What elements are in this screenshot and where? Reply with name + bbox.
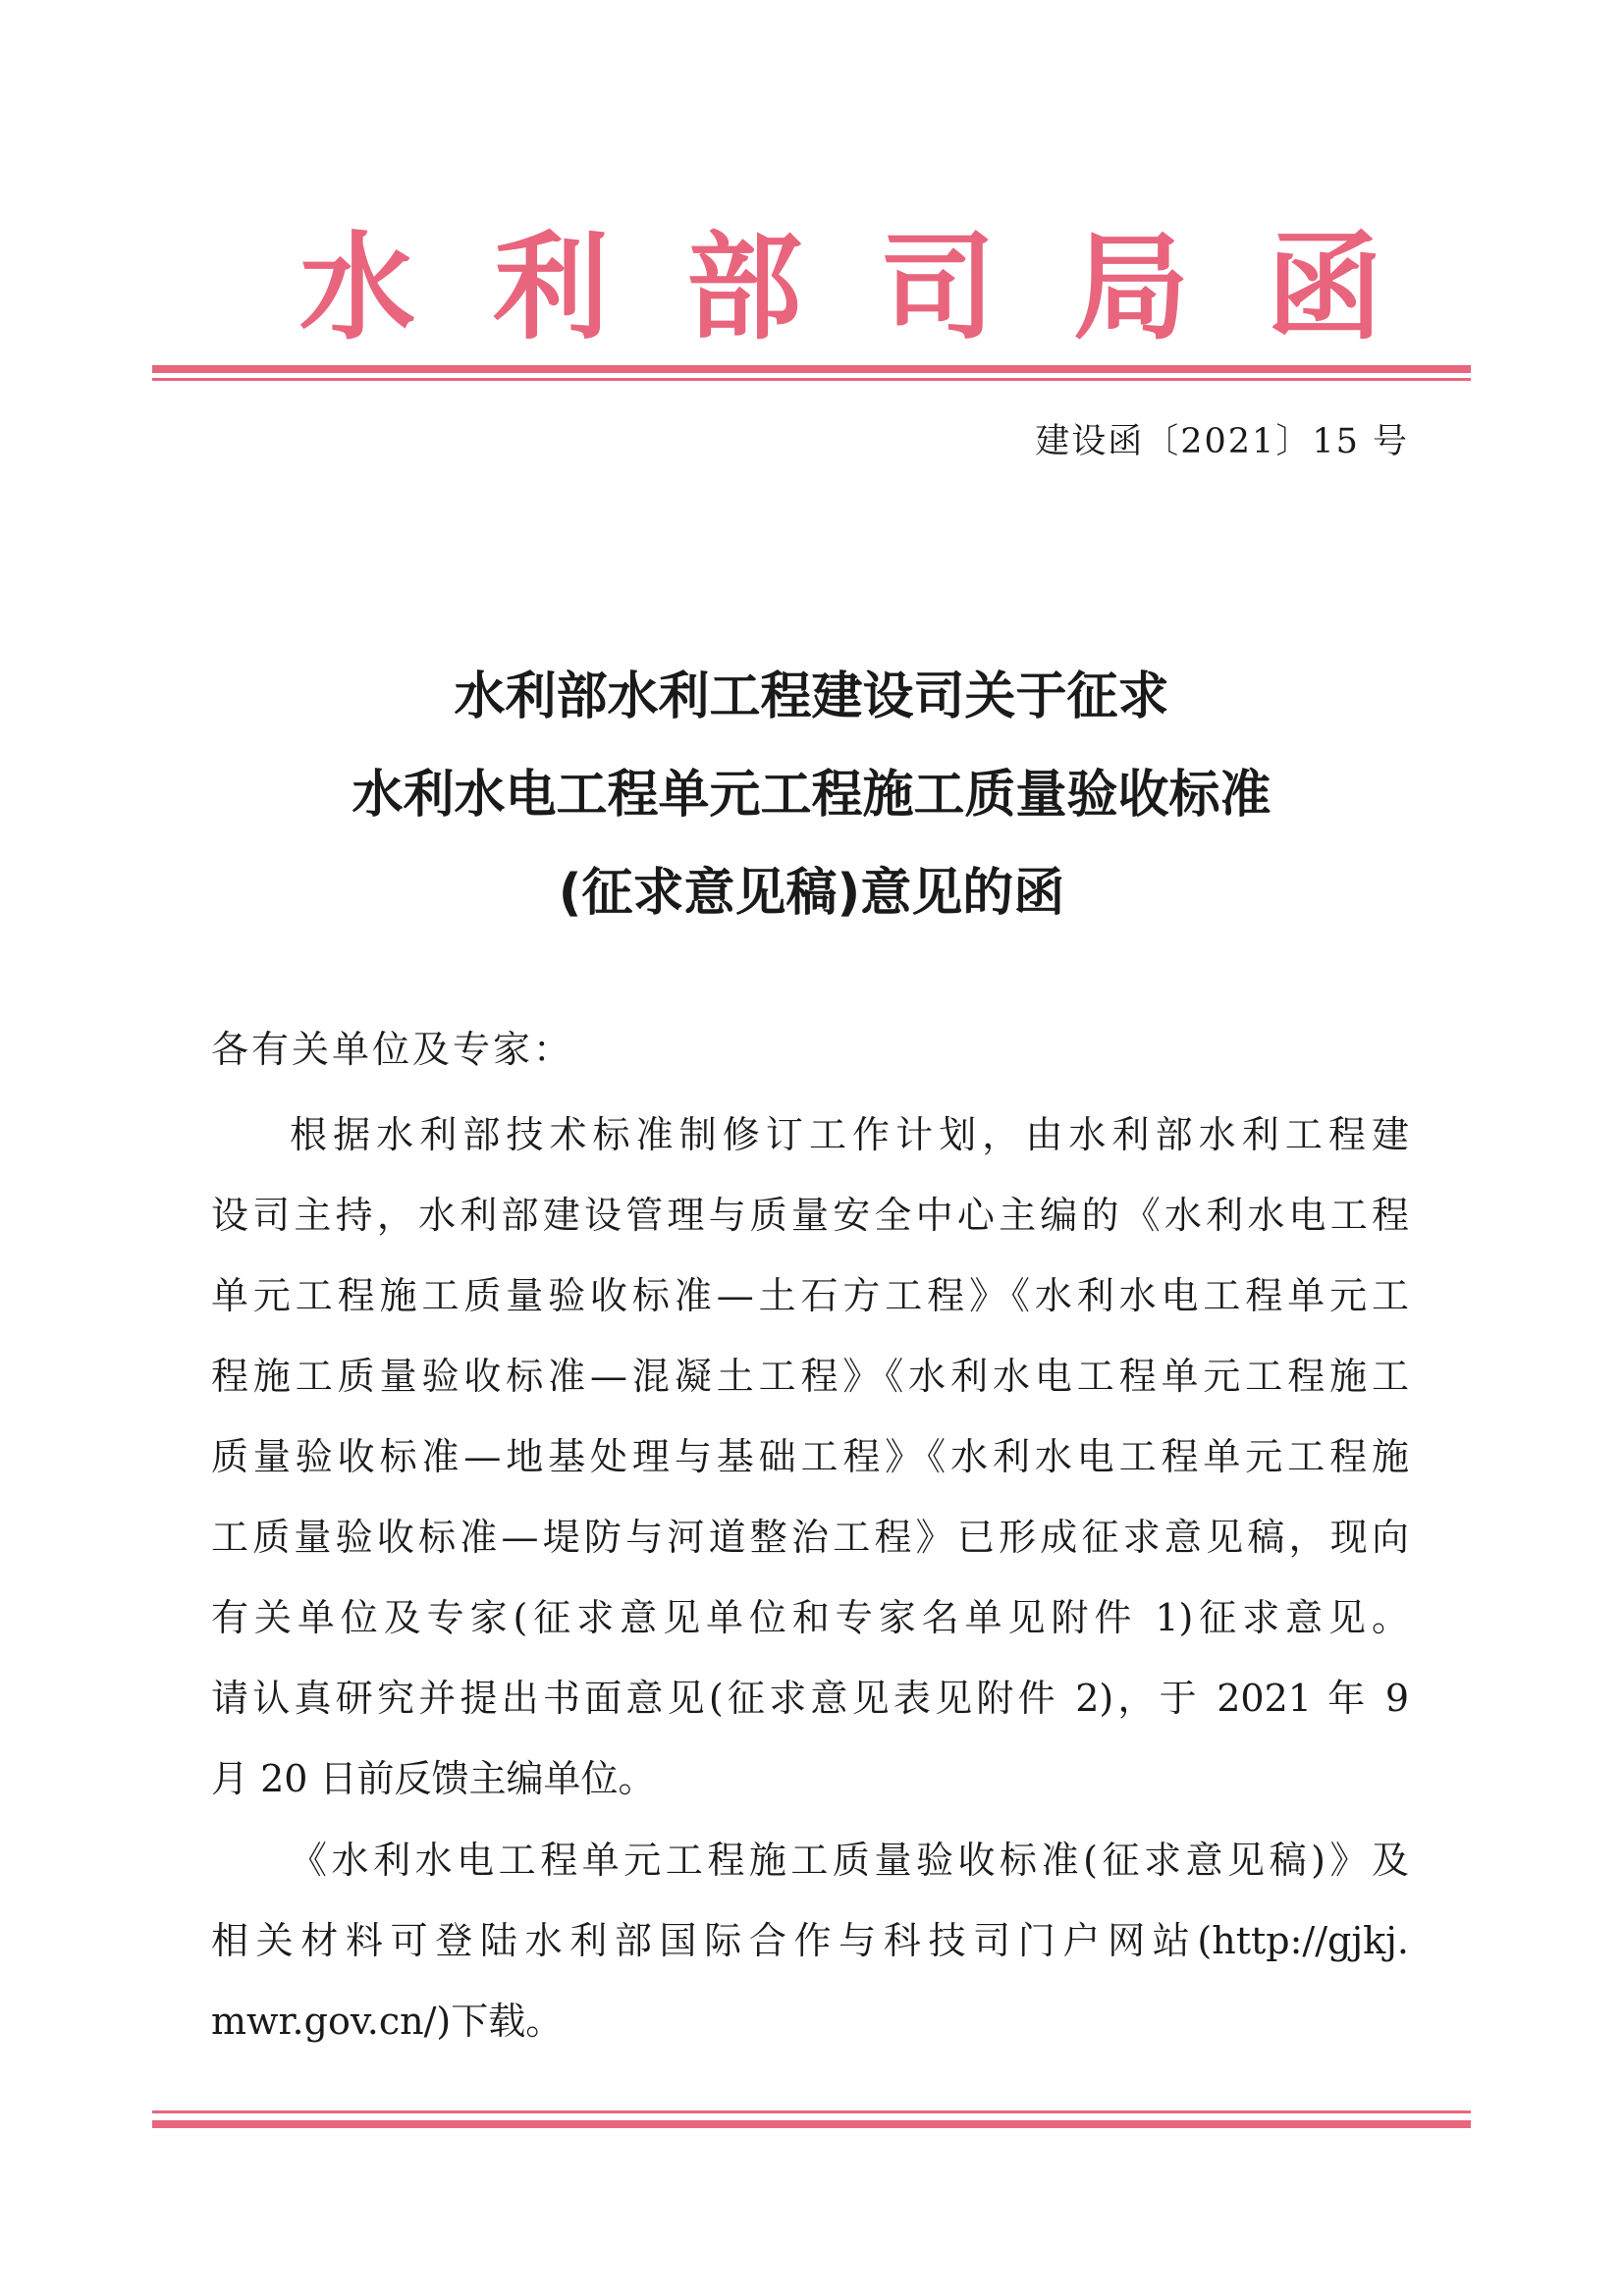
- document-title: [0, 648, 1623, 942]
- letterhead-rule-thin: [152, 378, 1471, 381]
- letterhead-title: [152, 214, 1471, 361]
- letterhead-char: 司: [879, 220, 996, 355]
- paragraph-line: 质量验收标准—地基处理与基础工程》《水利水电工程单元工程施: [211, 1435, 1409, 1478]
- paragraph-line: 有关单位及专家(征求意见单位和专家名单见附件 1)征求意见。: [211, 1596, 1409, 1639]
- paragraph-line: 设司主持，水利部建设管理与质量安全中心主编的《水利水电工程: [211, 1194, 1409, 1237]
- paragraph-line: 月 20 日前反馈主编单位。: [211, 1757, 656, 1800]
- footer-rule-thick: [152, 2120, 1471, 2128]
- salutation: 各有关单位及专家：: [211, 1028, 574, 1071]
- letterhead-char: 局: [1072, 220, 1189, 355]
- paragraph-line: 程施工质量验收标准—混凝土工程》《水利水电工程单元工程施工: [211, 1355, 1409, 1398]
- footer-rule-thin: [152, 2110, 1471, 2113]
- paragraph-line: 《水利水电工程单元工程施工质量验收标准(征求意见稿)》及: [290, 1839, 1409, 1882]
- letterhead-char: 水: [299, 220, 416, 355]
- body-paragraph-1: [211, 1095, 1409, 1819]
- paragraph-line: 请认真研究并提出书面意见(征求意见表见附件 2)，于 2021 年 9: [211, 1677, 1409, 1720]
- document-number: 建设函〔2021〕15 号: [1035, 422, 1409, 461]
- letterhead-rule-thick: [152, 365, 1471, 373]
- paragraph-line: 根据水利部技术标准制修订工作计划，由水利部水利工程建: [290, 1113, 1409, 1156]
- title-line: 水利部水利工程建设司关于征求: [454, 667, 1169, 726]
- letterhead-char: 部: [685, 220, 802, 355]
- letterhead-char: 函: [1266, 220, 1382, 355]
- paragraph-line: 工质量验收标准—堤防与河道整治工程》已形成征求意见稿，现向: [211, 1516, 1409, 1559]
- letterhead-char: 利: [492, 220, 609, 355]
- paragraph-line: 相关材料可登陆水利部国际合作与科技司门户网站(http://gjkj.: [211, 1919, 1409, 1962]
- paragraph-line: mwr.gov.cn/)下载。: [211, 2000, 564, 2043]
- title-line: (征求意见稿)意见的函: [558, 864, 1065, 923]
- title-line: 水利水电工程单元工程施工质量验收标准: [352, 766, 1271, 825]
- body-paragraph-2: [211, 1820, 1409, 2061]
- paragraph-line: 单元工程施工质量验收标准—土石方工程》《水利水电工程单元工: [211, 1274, 1409, 1317]
